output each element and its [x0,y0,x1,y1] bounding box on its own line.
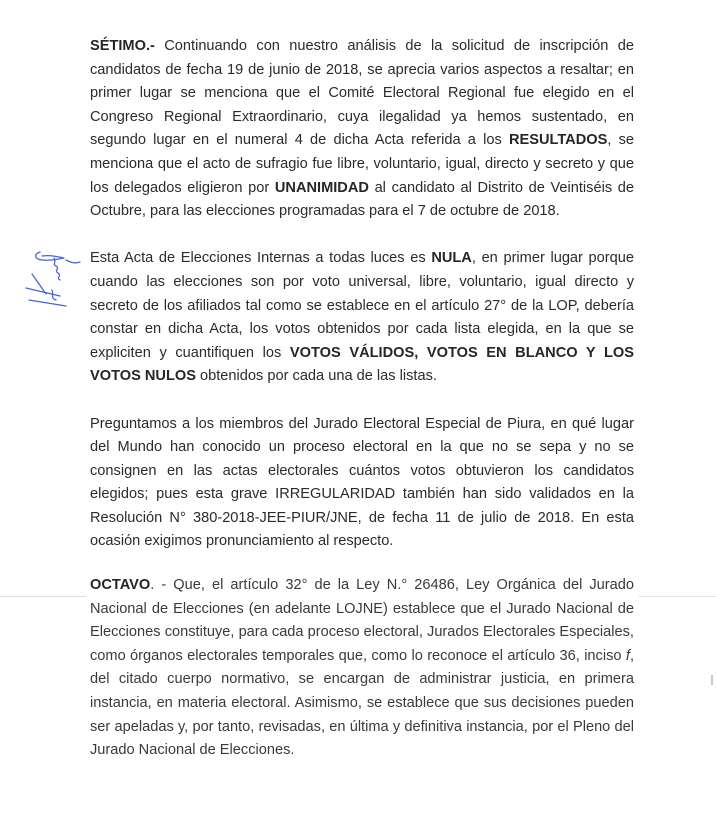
paragraph-octavo [90,574,634,763]
body-text: , del citado cuerpo normativo, se encargan de administrar justicia, en primera instancia, en materia electoral. Asimismo, se establece que sus decisiones pueden ser apeladas y, por tanto, revisadas, en última y definitiva instancia, por el Pleno del Jurado Nacional de Elecciones. [90,647,634,759]
scan-edge-mark [711,675,713,685]
handwritten-initials-icon [12,250,82,310]
body-text: Preguntamos a los miembros del Jurado Electoral Especial de Piura, en qué lugar del Mundo han conocido un proceso electoral en la que no se sepa y no se consignen en las actas electorales cuántos votos obtuvieron los candidatos elegidos; pues esta grave IRREGULARIDAD también han sido validados en la Resolución N° 380-2018-JEE-PIUR/JNE, de fecha 11 de julio de 2018. En esta ocasión exigimos pronunciamiento al respecto. [90,415,634,550]
emphasis-text: SÉTIMO.- [90,38,155,54]
body-text: obtenidos por cada una de las listas. [195,368,437,385]
body-text: , se menciona que el acto de sufragio fue libre, voluntario, igual, directo y secreto y que los delegados eligieron por [90,132,634,196]
emphasis-text: RESULTADOS [508,132,608,149]
document-body [90,35,634,763]
paragraph-acta-nula [90,247,634,389]
emphasis-text: VOTOS VÁLIDOS, VOTOS EN BLANCO Y LOS VOTOS NULOS [90,344,635,385]
body-text: . - Que, el artículo 32° de la Ley N.° 26486, Ley Orgánica del Jurado Nacional de Elecciones (en adelante LOJNE) establece que el Jurado Nacional de Elecciones constituye, para cada proceso electoral, Jurados Electorales Especiales, como órganos electorales temporales que, como lo reconoce el artículo 36, inciso [90,577,634,664]
body-text: , en primer lugar porque cuando las elecciones son por voto universal, libre, voluntario, igual directo y secreto de los afiliados tal como se establece en el artículo 27° de la LOP, debería constar en dicha Acta, los votos obtenidos por cada lista elegida, en la que se expliciten y cuantifiquen los [90,250,634,361]
body-text: al candidato al Distrito de Veintiséis de Octubre, para las elecciones programadas para el 7 de octubre de 2018. [90,179,634,220]
signature-strokes [26,252,80,306]
emphasis-text: UNANIMIDAD [274,179,369,196]
scan-fold-line [0,596,86,597]
paragraph-setimo [90,35,634,224]
emphasis-text: OCTAVO [90,577,151,594]
body-text: Continuando con nuestro análisis de la solicitud de inscripción de candidatos de fecha 19 de junio de 2018, se aprecia varios aspectos a resaltar; en primer lugar se menciona que el Comité Electoral Regional fue elegido en el Congreso Regional Extraordinario, cuya ilegalidad ya hemos sustentado, en segundo lugar en el numeral 4 de dicha Acta referida a los [90,38,634,149]
body-text: Esta Acta de Elecciones Internas a todas luces es [90,250,432,267]
scan-fold-line [638,596,716,597]
italic-text: f [625,647,630,664]
paragraph-preguntamos [90,413,634,555]
emphasis-text: NULA [431,250,472,267]
